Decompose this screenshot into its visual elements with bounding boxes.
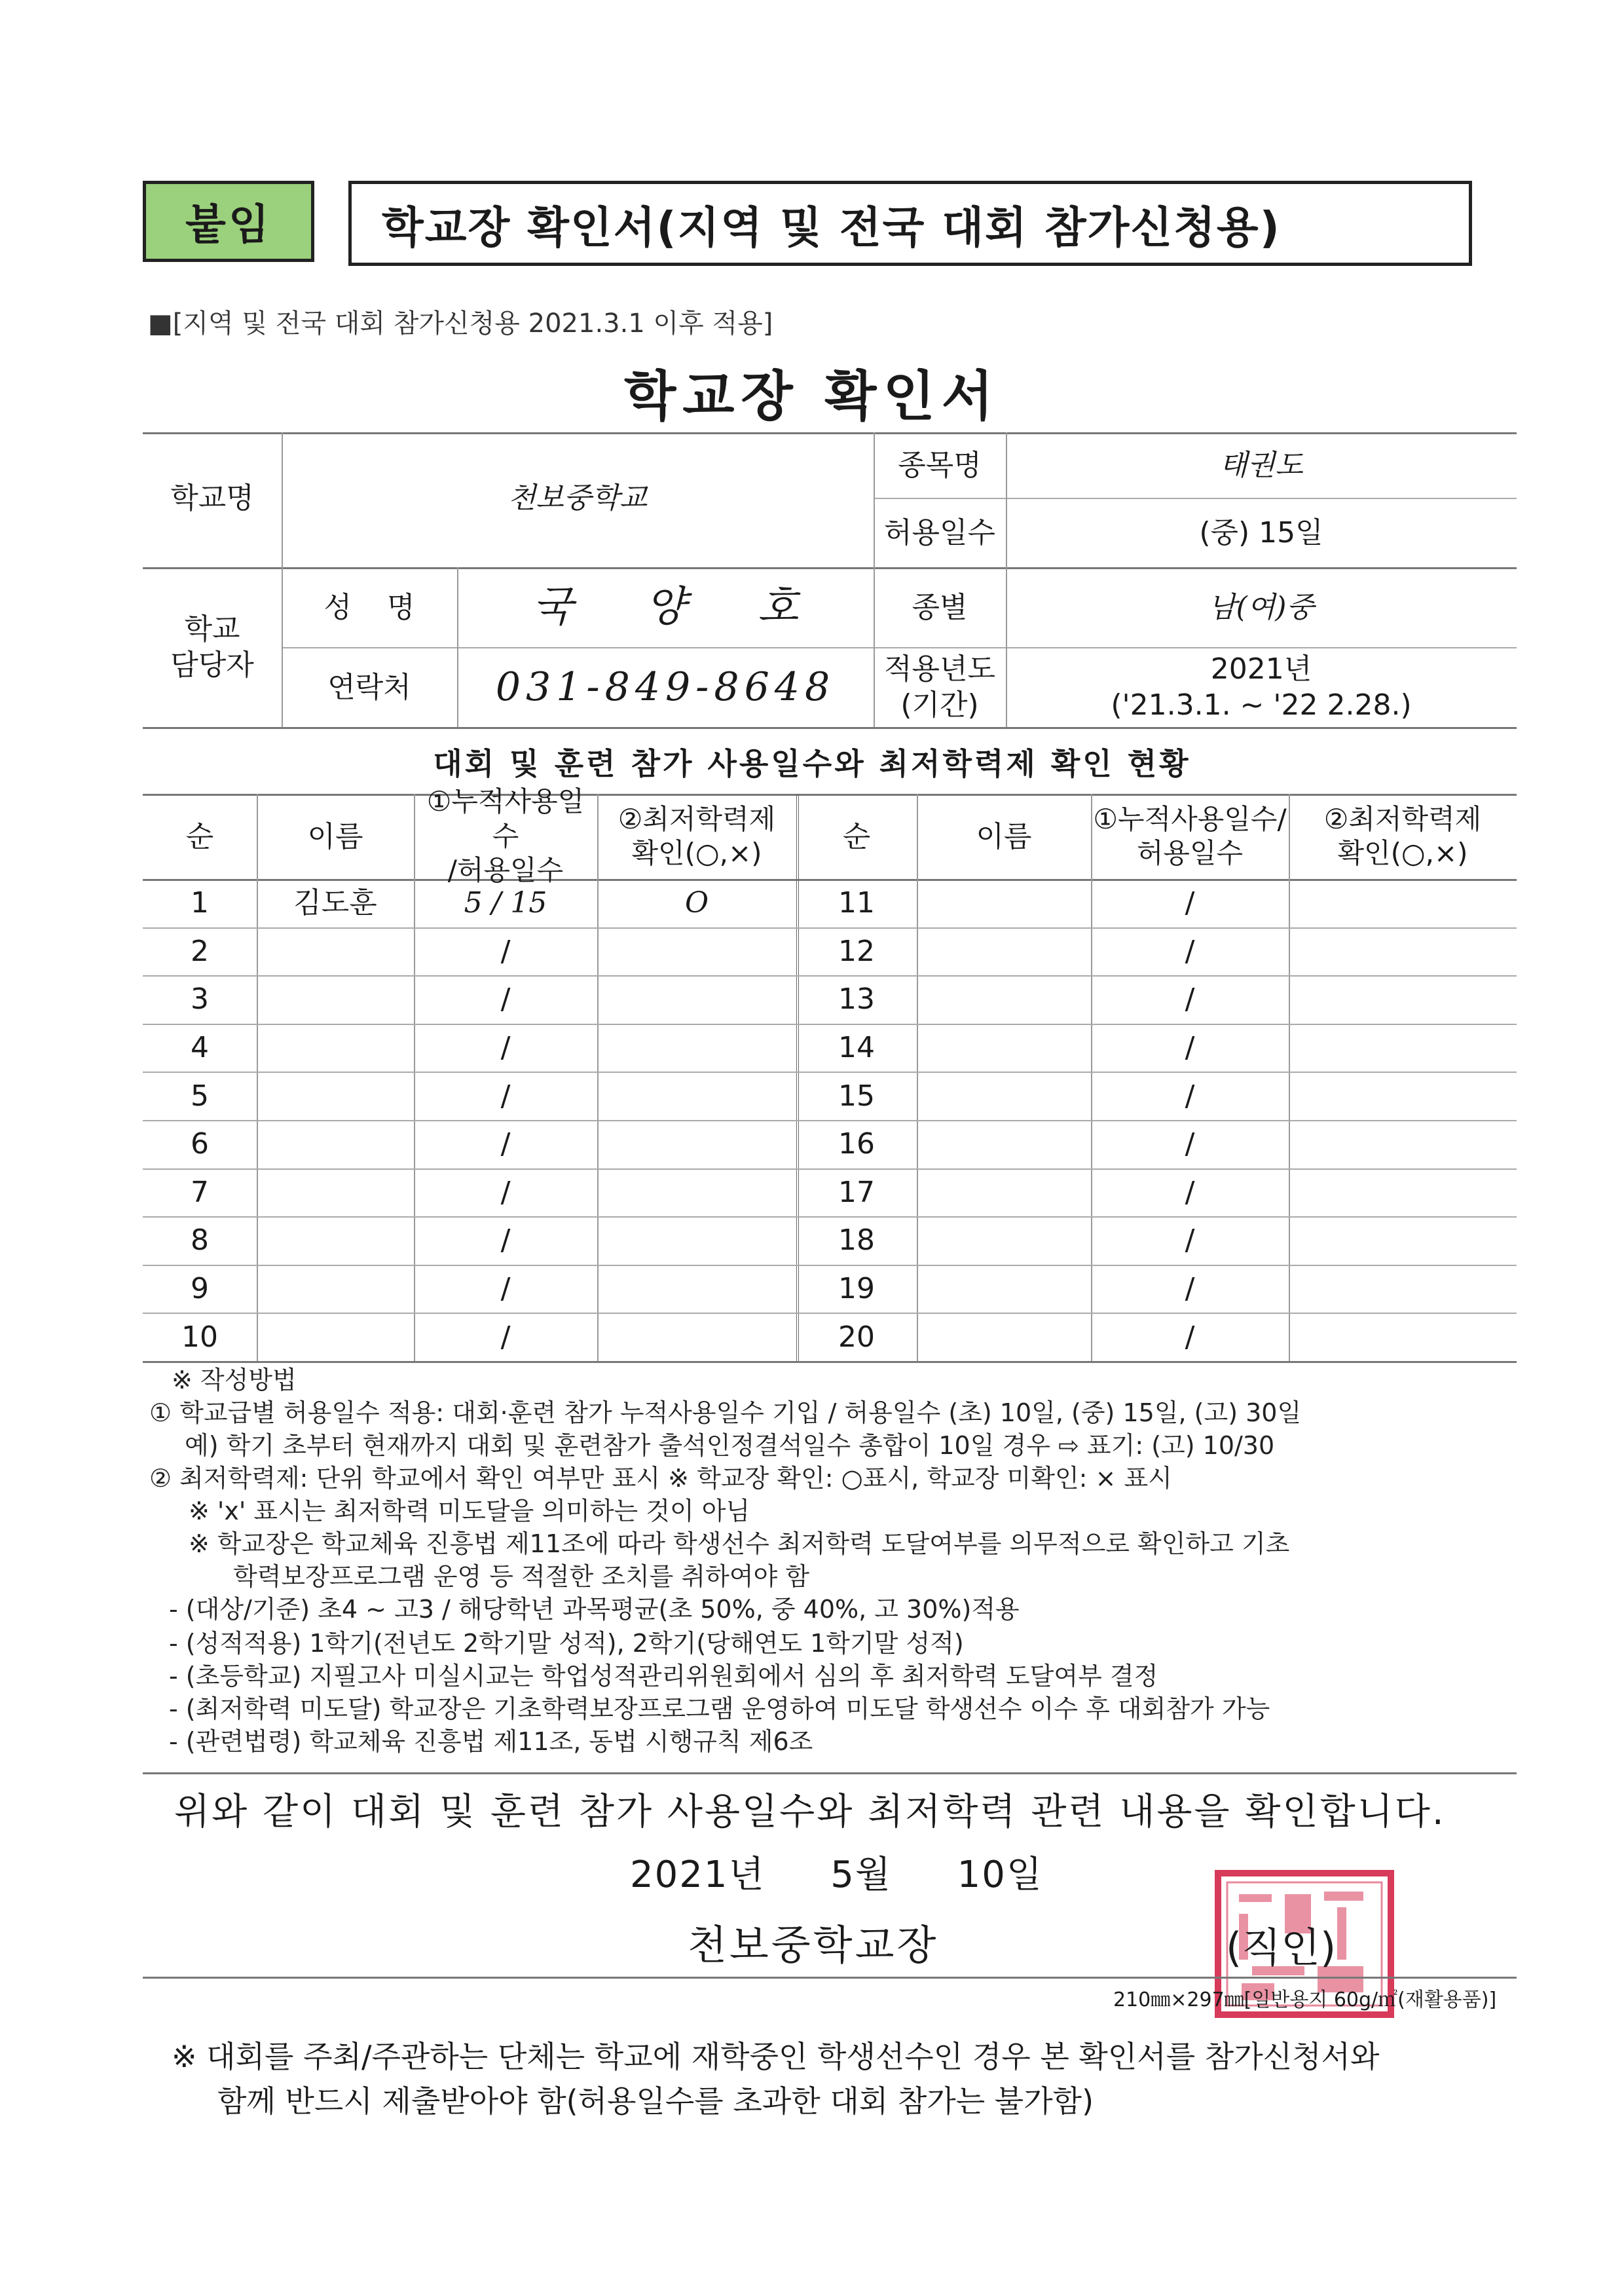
table-cell-name	[917, 879, 1091, 927]
col-header-check-right: ②최저학력제 확인(○,×)	[1323, 802, 1482, 869]
table-cell-check	[597, 1024, 796, 1072]
col-header-no-left: 순	[185, 819, 214, 853]
table-cell-name	[917, 1216, 1091, 1265]
sport-label: 종목명	[898, 448, 982, 482]
table-cell-name	[257, 1168, 414, 1217]
table-cell-name	[917, 975, 1091, 1024]
table-cell-no: 7	[191, 1175, 209, 1209]
table-cell-check	[1289, 1313, 1517, 1361]
seal-label: (직인)	[1226, 1924, 1337, 1971]
table-cell-days: /	[500, 1079, 511, 1113]
footnote-line: ※ 대회를 주최/주관하는 단체는 학교에 재학중인 학생선수인 경우 본 확인서를 참가신청서와	[172, 2039, 1380, 2074]
signed-date	[630, 1846, 1043, 1898]
col-header-name-left: 이름	[307, 819, 363, 853]
table-cell-check	[597, 1072, 796, 1120]
table-cell-name	[917, 1265, 1091, 1313]
table-cell-check	[597, 1265, 796, 1313]
instruction-line: - (관련법령) 학교체육 진흥법 제11조, 동법 시행규칙 제6조	[169, 1727, 813, 1756]
table-cell-name	[917, 927, 1091, 976]
table-cell-no: 16	[838, 1127, 875, 1161]
col-header-name-right: 이름	[976, 819, 1032, 853]
table-cell-days: /	[1185, 1031, 1195, 1065]
table-cell-no: 13	[838, 982, 875, 1017]
table-cell-check	[1289, 1168, 1517, 1217]
table-cell-name	[917, 1168, 1091, 1217]
instruction-line: 학력보장프로그램 운영 등 적절한 조치를 취하여야 함	[233, 1562, 810, 1591]
table-cell-no: 2	[191, 934, 209, 968]
instruction-line: - (대상/기준) 초4 ~ 고3 / 해당학년 과목평균(초 50%, 중 40%, 고 30%)적용	[169, 1595, 1020, 1624]
table-cell-days: /	[500, 1223, 511, 1258]
table-cell-days: /	[1185, 1127, 1195, 1161]
phone-value: 031-849-8648	[495, 663, 836, 710]
table-cell-check	[1289, 1024, 1517, 1072]
sport-value: 태권도	[1219, 448, 1303, 482]
allowed-days-label: 허용일수	[883, 515, 995, 550]
paper-spec: 210㎜×297㎜[일반용지 60g/㎡(재활용품)]	[1113, 1988, 1497, 2011]
col-header-days-left: ①누적사용일수 /허용일수	[426, 785, 585, 887]
table-cell-days: /	[500, 934, 511, 968]
table-cell-name	[257, 927, 414, 976]
table-cell-days: /	[1185, 1320, 1195, 1354]
allowed-days-value: (중) 15일	[1199, 515, 1323, 550]
phone-label: 연락처	[327, 670, 411, 704]
school-name-value: 천보중학교	[507, 481, 648, 515]
col-header-check-left: ②최저학력제 확인(○,×)	[618, 802, 776, 869]
instruction-line: ※ 작성방법	[172, 1366, 297, 1394]
table-cell-days: /	[500, 1175, 511, 1209]
table-cell-days: /	[500, 1320, 511, 1354]
table-cell-no: 6	[191, 1127, 209, 1161]
page-title: 학교장 확인서	[624, 365, 1000, 428]
col-header-days-right: ①누적사용일수/ 허용일수	[1093, 802, 1287, 869]
table-cell-no: 5	[191, 1079, 209, 1113]
table-cell-no: 18	[838, 1223, 875, 1258]
table-cell-name	[917, 1313, 1091, 1361]
table-cell-name	[257, 1072, 414, 1120]
table-cell-check	[1289, 1072, 1517, 1120]
instruction-line: ※ 'x' 표시는 최저학력 미도달을 의미하는 것이 아님	[189, 1497, 750, 1525]
contact-name-label: 성 명	[323, 590, 415, 624]
instruction-line: 예) 학기 초부터 현재까지 대회 및 훈련참가 출석인정결석일수 총합이 10일 경우 ⇨ 표기: (고) 10/30	[185, 1431, 1275, 1460]
table-cell-name	[917, 1072, 1091, 1120]
instruction-line: - (성적적용) 1학기(전년도 2학기말 성적), 2학기(당해연도 1학기말 성적)	[169, 1629, 964, 1658]
table-cell-check	[1289, 975, 1517, 1024]
table-cell-name	[257, 1216, 414, 1265]
table-cell-check	[1289, 1265, 1517, 1313]
table-cell-days: /	[1185, 1272, 1195, 1306]
table-cell-name	[257, 1313, 414, 1361]
manager-label: 학교 담당자	[170, 612, 254, 682]
gender-label: 종별	[912, 590, 968, 624]
table-cell-no: 15	[838, 1079, 875, 1113]
table-cell-name	[257, 1120, 414, 1168]
table-cell-days: /	[1185, 934, 1195, 968]
footnote-line: 함께 반드시 제출받아야 함(허용일수를 초과한 대회 참가는 불가함)	[217, 2083, 1094, 2119]
table-cell-check	[597, 1216, 796, 1265]
table-cell-name	[257, 975, 414, 1024]
table-cell-no: 14	[838, 1031, 875, 1065]
table-cell-check	[597, 1313, 796, 1361]
confirmation-statement: 위와 같이 대회 및 훈련 참가 사용일수와 최저학력 관련 내용을 확인합니다.	[174, 1791, 1446, 1833]
col-header-no-right: 순	[842, 819, 871, 853]
table-cell-days: /	[1185, 1079, 1195, 1113]
table-cell-days: /	[500, 1031, 511, 1065]
table-cell-no: 9	[191, 1272, 209, 1306]
table-cell-check	[1289, 927, 1517, 976]
instruction-line: - (최저학력 미도달) 학교장은 기초학력보장프로그램 운영하여 미도달 학생선수 이수 후 대회참가 가능	[169, 1694, 1270, 1723]
date-year: 2021년	[630, 1854, 766, 1896]
usage-table-title: 대회 및 훈련 참가 사용일수와 최저학력제 확인 현황	[433, 746, 1191, 781]
instruction-line: ② 최저학력제: 단위 학교에서 확인 여부만 표시 ※ 학교장 확인: ○표시, 학교장 미확인: × 표시	[149, 1464, 1172, 1493]
table-cell-name	[917, 1024, 1091, 1072]
applicability-note: ■[지역 및 전국 대회 참가신청용 2021.3.1 이후 적용]	[148, 308, 773, 339]
table-cell-check	[1289, 879, 1517, 927]
table-cell-name	[257, 1024, 414, 1072]
table-cell-days: /	[1185, 1175, 1195, 1209]
table-cell-days: /	[1185, 886, 1195, 920]
table-cell-no: 12	[838, 934, 875, 968]
table-cell-check	[597, 975, 796, 1024]
table-cell-days: /	[1185, 982, 1195, 1017]
table-cell-no: 3	[191, 982, 209, 1017]
table-cell-days: /	[500, 1272, 511, 1306]
document-title-box: 학교장 확인서(지역 및 전국 대회 참가신청용)	[348, 181, 1472, 266]
gender-value: 남(여)중	[1208, 590, 1314, 624]
instruction-line: ※ 학교장은 학교체육 진흥법 제11조에 따라 학생선수 최저학력 도달여부를 의무적으로 확인하고 기초	[189, 1529, 1290, 1558]
date-month: 5월	[830, 1854, 892, 1896]
table-cell-check	[597, 1168, 796, 1217]
table-cell-no: 1	[191, 886, 209, 920]
table-cell-check: O	[684, 886, 709, 920]
table-cell-no: 4	[191, 1031, 209, 1065]
apply-year-value: 2021년 ('21.3.1. ~ '22 2.28.)	[1111, 652, 1412, 722]
date-day: 10일	[957, 1854, 1043, 1896]
contact-name-value: 국 양 호	[532, 583, 799, 631]
table-cell-no: 8	[191, 1223, 209, 1258]
school-name-label: 학교명	[170, 481, 254, 515]
table-cell-days: 5 / 15	[464, 886, 547, 920]
table-cell-no: 11	[838, 886, 875, 920]
table-cell-name	[257, 1265, 414, 1313]
table-cell-no: 20	[838, 1320, 875, 1354]
principal-title: 천보중학교장	[688, 1921, 939, 1969]
table-cell-no: 10	[181, 1320, 218, 1354]
table-cell-days: /	[1185, 1223, 1195, 1258]
instruction-line: - (초등학교) 지필고사 미실시교는 학업성적관리위원회에서 심의 후 최저학력 도달여부 결정	[169, 1662, 1158, 1690]
table-cell-check	[597, 927, 796, 976]
table-cell-name: 김도훈	[293, 886, 377, 920]
table-cell-days: /	[500, 982, 511, 1017]
table-cell-no: 19	[838, 1272, 875, 1306]
table-cell-no: 17	[838, 1175, 875, 1209]
attachment-badge: 붙임	[143, 181, 314, 262]
table-cell-days: /	[500, 1127, 511, 1161]
footnote	[172, 2034, 1379, 2123]
table-cell-name	[917, 1120, 1091, 1168]
instruction-line: ① 학교급별 허용일수 적용: 대회·훈련 참가 누적사용일수 기입 / 허용일수 (초) 10일, (중) 15일, (고) 30일	[149, 1398, 1302, 1427]
table-cell-check	[1289, 1120, 1517, 1168]
table-cell-check	[1289, 1216, 1517, 1265]
table-cell-check	[597, 1120, 796, 1168]
apply-year-label: 적용년도 (기간)	[883, 652, 995, 722]
